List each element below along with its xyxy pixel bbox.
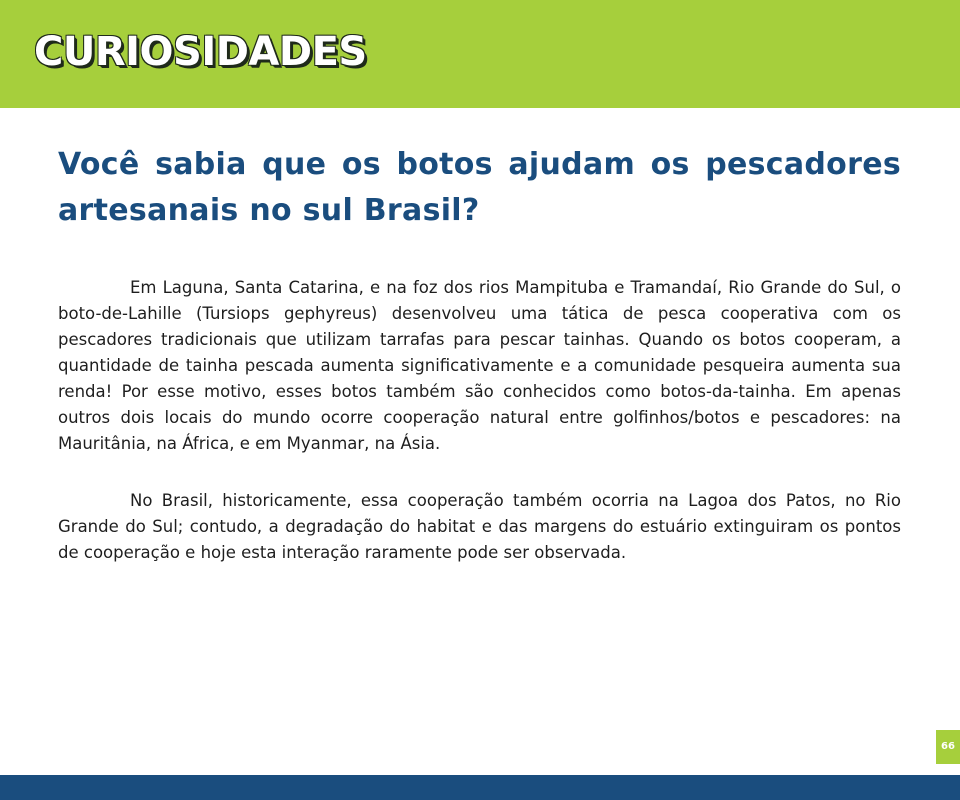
article-paragraph: No Brasil, historicamente, essa cooperação também ocorria na Lagoa dos Patos, no Rio Grande do Sul; contudo, a degradação do habitat e das margens do estuário extinguiram os pontos de cooperação e hoje esta interação raramente pode ser observada. (58, 491, 901, 562)
article-question: Você sabia que os botos ajudam os pescadores artesanais no sul Brasil? (58, 147, 901, 228)
page-number: 66 (936, 730, 960, 764)
article (58, 142, 901, 566)
section-title: CURIOSIDADES (34, 29, 367, 75)
article-paragraph: Em Laguna, Santa Catarina, e na foz dos rios Mampituba e Tramandaí, Rio Grande do Sul, o boto-de-Lahille (Tursiops gephyreus) desenvolveu uma tática de pesca cooperativa com os pescadores tradicionais que utilizam tarrafas para pescar tainhas. Quando os botos cooperam, a quantidade de tainha pescada aumenta significativamente e a comunidade pesqueira aumenta sua renda! Por esse motivo, esses botos também são conhecidos como botos-da-tainha. Em apenas outros dois locais do mundo ocorre cooperação natural entre golfinhos/botos e pescadores: na Mauritânia, na África, e em Myanmar, na Ásia. (58, 278, 901, 453)
footer-band (0, 775, 960, 800)
header-band (0, 0, 960, 108)
